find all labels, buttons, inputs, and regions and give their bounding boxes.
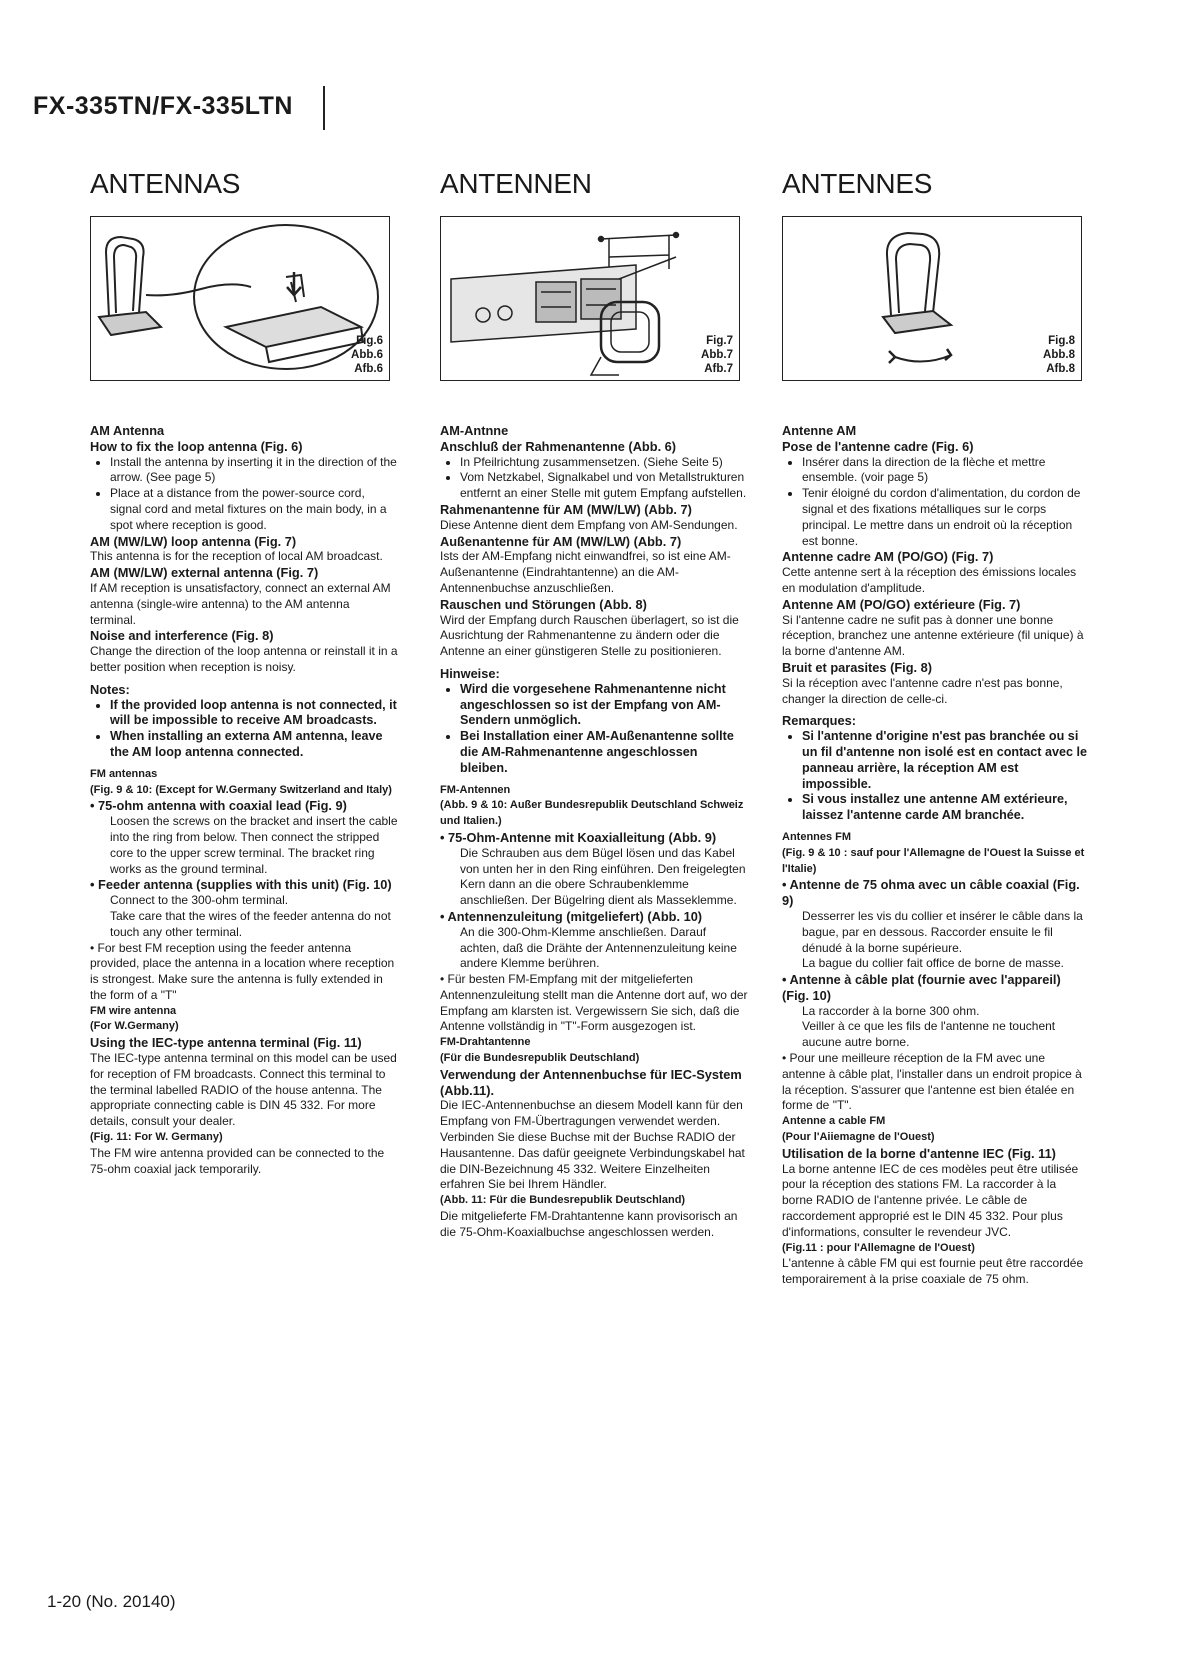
- paragraph: Diese Antenne dient dem Empfang von AM-Sendungen.: [440, 517, 738, 532]
- paragraph: La borne antenne IEC de ces modèles peut être utilisée pour la réception des stations FM. La raccorder à la borne RADIO de l'antenne privée. Le câble de raccordement approprié est le DIN 45 332. Pour plus d'informations, consulter le revendeur JVC.: [782, 1161, 1079, 1239]
- section-title: Antennes FM: [782, 830, 852, 843]
- section-title: Utilisation de la borne d'antenne IEC (Fig. 11): [782, 1145, 1056, 1161]
- loop-antenna-install-illustration: [91, 217, 391, 382]
- note-item: • Si l'antenne d'origine n'est pas branchée ou si un fil d'antenne non isolé est en contact avec le panneau arrière, la réception AM est impossible.: [802, 729, 1090, 792]
- section-title: AM (MW/LW) loop antenna (Fig. 7): [90, 533, 297, 549]
- heading-french: ANTENNES: [782, 168, 933, 199]
- section-title: How to fix the loop antenna (Fig. 6): [90, 438, 303, 454]
- section-title: • Feeder antenna (supplies with this unit) (Fig. 10): [90, 877, 392, 893]
- note-item: • Bei Installation einer AM-Außenantenne sollte die AM-Rahmenantenne angeschlossen bleiben.: [460, 729, 748, 776]
- french-text: [782, 423, 1090, 1288]
- section-title: AM-Antnne: [440, 423, 509, 438]
- figure-label-fig: Fig.7: [706, 335, 733, 347]
- section-subtitle: (For W.Germany): [90, 1020, 179, 1033]
- notes-title: Notes:: [90, 681, 130, 697]
- figure-8-label: [1043, 334, 1075, 376]
- model-number: FX-335TN/FX-335LTN: [33, 92, 293, 120]
- paragraph: La raccorder à la borne 300 ohm.: [802, 1003, 980, 1018]
- section-title: FM wire antenna: [90, 1004, 177, 1017]
- section-title: Anschluß der Rahmenantenne (Abb. 6): [440, 438, 677, 454]
- figure-label-fig: Fig.8: [1048, 335, 1075, 347]
- section-subtitle: (Fig. 9 & 10 : sauf pour l'Allemagne de l'Ouest la Suisse et l'Italie): [782, 846, 1085, 875]
- section-title: Antenne cadre AM (PO/GO) (Fig. 7): [782, 549, 994, 565]
- paragraph: The IEC-type antenna terminal on this model can be used for reception of FM broadcasts. Connect this terminal to the terminal labelled RADIO of the house antenna. The appropriate connecting cable is DIN 45 332. For more details, consult your dealer.: [90, 1051, 397, 1129]
- paragraph: Loosen the screws on the bracket and insert the cable into the ring from below. Then connect the stripped core to the upper screw terminal. The bracket ring works as the ground terminal.: [110, 814, 398, 876]
- section-title: Außenantenne für AM (MW/LW) (Abb. 7): [440, 533, 682, 549]
- paragraph: Connect to the 300-ohm terminal.: [110, 893, 289, 908]
- section-title: • Antenne de 75 ohma avec un câble coaxial (Fig. 9): [782, 877, 1080, 909]
- paragraph: This antenna is for the reception of local AM broadcast.: [90, 549, 383, 564]
- paragraph: Si l'antenne cadre ne sufit pas à donner une bonne réception, branchez une antenne extérieure (fil unique) à la borne d'antenne AM.: [782, 612, 1084, 659]
- section-title: Using the IEC-type antenna terminal (Fig. 11): [90, 1035, 362, 1051]
- paragraph: Cette antenne sert à la réception des émissions locales en modulation d'amplitude.: [782, 565, 1077, 595]
- section-title: Noise and interference (Fig. 8): [90, 628, 274, 644]
- figure-label-abb: Abb.8: [1043, 349, 1075, 361]
- section-title: Verwendung der Antennenbuchse für IEC-System (Abb.11).: [440, 1066, 742, 1098]
- english-text: [90, 423, 398, 1177]
- antenna-terminal-illustration: [441, 217, 741, 382]
- section-title: FM-Drahtantenne: [440, 1036, 531, 1049]
- figure-6-label: [351, 334, 383, 376]
- list-item: • Tenir éloigné du cordon d'alimentation, du cordon de signal et des fixations métalliques sur le corps principal. Le mettre dans un endroit où la réception est bonne.: [802, 486, 1090, 549]
- section-subtitle: (Für die Bundesrepublik Deutschland): [440, 1052, 640, 1065]
- section-title: Bruit et parasites (Fig. 8): [782, 659, 933, 675]
- paragraph: • For best FM reception using the feeder antenna provided, place the antenna in a location where reception is strongest. Make sure the antenna is fully extended in the form of a "T": [90, 940, 395, 1002]
- column-french: [782, 168, 1090, 1288]
- paragraph: Die mitgelieferte FM-Drahtantenne kann provisorisch an die 75-Ohm-Koaxialbuchse angeschlossen werden.: [440, 1209, 738, 1239]
- paragraph: The FM wire antenna provided can be connected to the 75-ohm coaxial jack temporarily.: [90, 1145, 385, 1176]
- paragraph: If AM reception is unsatisfactory, connect an external AM antenna (single-wire antenna) to the AM antenna terminal.: [90, 580, 391, 627]
- heading-german: ANTENNEN: [440, 168, 592, 199]
- section-subtitle: (Fig. 11: For W. Germany): [90, 1131, 223, 1144]
- section-title: • 75-ohm antenna with coaxial lead (Fig. 9): [90, 798, 347, 814]
- paragraph: • Für besten FM-Empfang mit der mitgelieferten Antennenzuleitung stellt man die Antenne dort auf, wo der Empfang am klarsten ist. Vergewissern Sie sich, daß die Antenne vollständig in "T"-Form ausgezogen ist.: [440, 972, 748, 1034]
- note-item: • When installing an externa AM antenna, leave the AM loop antenna connected.: [110, 729, 398, 761]
- section-subtitle: (Fig.11 : pour l'Allemagne de l'Ouest): [782, 1241, 975, 1254]
- section-title: Rauschen und Störungen (Abb. 8): [440, 596, 647, 612]
- paragraph: Ists der AM-Empfang nicht einwandfrei, so ist eine AM-Außenantenne (Eindrahtantenne) an die AM-Antennenbuchse anzuschließen.: [440, 549, 731, 595]
- section-title: Antenne a cable FM: [782, 1115, 886, 1128]
- section-title: • 75-Ohm-Antenne mit Koaxialleitung (Abb. 9): [440, 829, 717, 845]
- paragraph: Si la réception avec l'antenne cadre n'est pas bonne, changer la direction de celle-ci.: [782, 675, 1063, 706]
- paragraph: An die 300-Ohm-Klemme anschließen. Darauf achten, daß die Drähte der Antennenzuleitung keine andere Klemme berühren.: [460, 924, 737, 971]
- notes-title: Hinweise:: [440, 665, 500, 681]
- section-title: FM antennas: [90, 767, 158, 780]
- paragraph: Desserrer les vis du collier et insérer le câble dans la bague, par en dessous. Raccorder ensuite le fil dénudé à la borne supérieure.: [802, 908, 1083, 955]
- section-title: Antenne AM: [782, 423, 857, 438]
- section-subtitle: (Fig. 9 & 10: (Except for W.Germany Switzerland and Italy): [90, 783, 392, 796]
- paragraph: Die IEC-Antennenbuchse an diesem Modell kann für den Empfang von FM-Übertragungen verwendet werden. Verbinden Sie diese Buchse mit der Buchse RADIO der Hausantenne. Das dafür geeignete Verbindungskabel hat die DIN-Bezeichnung 45 332. Weitere Einzelheiten erfahren Sie bei Ihrem Händler.: [440, 1098, 745, 1192]
- paragraph: L'antenne à câble FM qui est fournie peut être raccordée temporairement à la prise coaxiale de 75 ohm.: [782, 1256, 1084, 1287]
- figure-label-fig: Fig.6: [356, 335, 383, 347]
- note-item: • Wird die vorgesehene Rahmenantenne nicht angeschlossen so ist der Empfang von AM-Sendern unmöglich.: [460, 682, 748, 729]
- section-subtitle: (Abb. 11: Für die Bundesrepublik Deutschland): [440, 1194, 686, 1207]
- list-item: • Insérer dans la direction de la flèche et mettre ensemble. (voir page 5): [802, 455, 1090, 487]
- section-title: • Antennenzuleitung (mitgeliefert) (Abb. 10): [440, 908, 703, 924]
- figure-8: [782, 216, 1082, 381]
- section-title: Rahmenantenne für AM (MW/LW) (Abb. 7): [440, 501, 692, 517]
- loop-antenna-rotate-illustration: [783, 217, 1083, 382]
- paragraph: • Pour une meilleure réception de la FM avec une antenne à câble plat, l'installer dans un endroit propice à la réception. S'assurer que l'antenne est bien étalée en forme de "T".: [782, 1051, 1082, 1113]
- paragraph: Die Schrauben aus dem Bügel lösen und das Kabel von unten her in den Ring einführen. Den freigelegten Kern dann an die obere Schraubenklemme anschließen. Der Bügelring dient als Masseklemme.: [460, 845, 746, 908]
- column-english: [90, 168, 398, 1177]
- paragraph: Veiller à ce que les fils de l'antenne ne touchent aucune autre borne.: [802, 1019, 1056, 1050]
- notes-title: Remarques:: [782, 713, 856, 729]
- section-subtitle: (Pour l'Aiiemagne de l'Ouest): [782, 1131, 935, 1144]
- figure-label-afb: Afb.7: [704, 363, 733, 375]
- section-title: Antenne AM (PO/GO) extérieure (Fig. 7): [782, 596, 1021, 612]
- header-divider: [323, 86, 325, 130]
- section-title: AM (MW/LW) external antenna (Fig. 7): [90, 565, 319, 581]
- page-footer: 1-20 (No. 20140): [47, 1592, 176, 1611]
- list-item: • Install the antenna by inserting it in the direction of the arrow. (See page 5): [110, 455, 398, 487]
- list-item: • Place at a distance from the power-source cord, signal cord and metal fixtures on the main body, in a spot where reception is good.: [110, 486, 398, 533]
- paragraph: La bague du collier fait office de borne de masse.: [802, 956, 1064, 971]
- figure-label-abb: Abb.6: [351, 349, 383, 361]
- figure-label-afb: Afb.6: [354, 363, 383, 375]
- german-text: [440, 423, 748, 1241]
- figure-6: [90, 216, 390, 381]
- figure-7-label: [701, 334, 733, 376]
- section-title: • Antenne à câble plat (fournie avec l'appareil) (Fig. 10): [782, 972, 1061, 1003]
- figure-label-abb: Abb.7: [701, 349, 733, 361]
- paragraph: Change the direction of the loop antenna or reinstall it in a better position when reception is noisy.: [90, 644, 398, 674]
- section-title: AM Antenna: [90, 423, 165, 438]
- paragraph: Take care that the wires of the feeder antenna do not touch any other terminal.: [110, 908, 391, 939]
- paragraph: Wird der Empfang durch Rauschen überlagert, so ist die Ausrichtung der Rahmenantenne zu ändern oder die Antenne an einer günstigeren Stelle zu positionieren.: [440, 612, 739, 659]
- heading-english: ANTENNAS: [90, 168, 241, 199]
- note-item: • Si vous installez une antenne AM extérieure, laissez l'antenne carde AM branchée.: [802, 792, 1090, 824]
- list-item: • In Pfeilrichtung zusammensetzen. (Siehe Seite 5): [460, 455, 748, 471]
- column-german: [440, 168, 748, 1241]
- figure-label-afb: Afb.8: [1046, 363, 1075, 375]
- note-item: • If the provided loop antenna is not connected, it will be impossible to receive AM broadcasts.: [110, 698, 398, 730]
- section-subtitle: (Abb. 9 & 10: Außer Bundesrepublik Deutschland Schweiz und Italien.): [440, 799, 744, 828]
- figure-7: [440, 216, 740, 381]
- section-title: FM-Antennen: [440, 783, 511, 796]
- list-item: • Vom Netzkabel, Signalkabel und von Metallstrukturen entfernt an einer Stelle mit gutem Empfang aufstellen.: [460, 470, 748, 502]
- section-title: Pose de l'antenne cadre (Fig. 6): [782, 438, 974, 454]
